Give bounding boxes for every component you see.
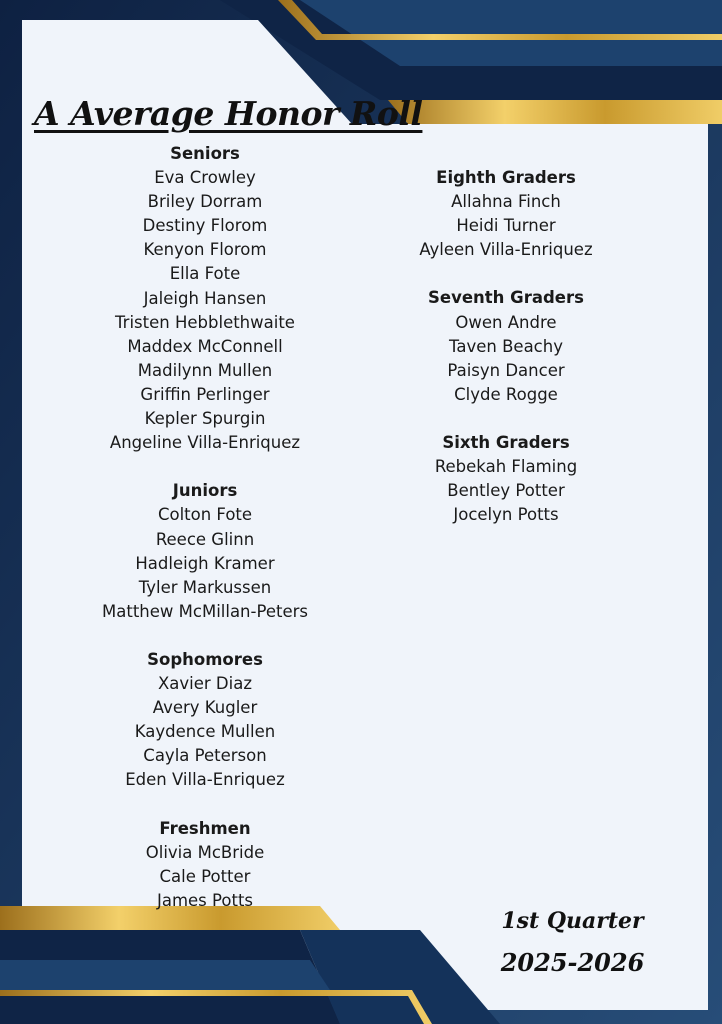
bottom-light-band [0,960,330,990]
student-name: Heidi Turner [456,216,556,236]
student-name: Eden Villa-Enriquez [125,770,285,790]
student-name: Eva Crowley [154,168,256,188]
quarter-label: 1st Quarter [501,908,644,934]
student-name: Briley Dorram [147,192,263,212]
grade-heading: Freshmen [159,818,251,838]
student-name: Ayleen Villa-Enriquez [419,240,593,260]
student-name: Colton Fote [157,505,253,525]
student-name: Ella Fote [169,264,241,284]
right-column [380,166,632,552]
student-name: Maddex McConnell [127,336,283,356]
student-name: Kaydence Mullen [134,722,276,742]
grade-group [380,431,632,527]
student-name: Kenyon Florom [143,240,267,260]
grade-heading: Juniors [172,481,238,501]
student-name: Cayla Peterson [143,746,267,766]
student-name: Olivia McBride [145,842,265,862]
student-name: Taven Beachy [449,336,563,356]
student-name: Madilynn Mullen [137,360,273,380]
student-name: Clyde Rogge [454,384,558,404]
grade-heading: Sophomores [147,649,263,669]
left-column [80,142,330,937]
grade-group [80,817,330,913]
student-name: James Potts [156,890,254,910]
grade-group [80,142,330,455]
grade-heading: Seniors [170,144,240,163]
student-name: Jocelyn Potts [453,505,559,525]
grade-group [80,479,330,624]
grade-group [380,286,632,406]
student-name: Destiny Florom [142,216,268,236]
student-name: Angeline Villa-Enriquez [109,433,301,453]
student-name: Bentley Potter [447,481,565,501]
student-name: Griffin Perlinger [140,384,270,404]
school-year-label: 2025-2026 [500,948,645,977]
grade-heading: Sixth Graders [442,433,570,453]
student-name: Xavier Diaz [157,674,252,694]
grade-heading: Eighth Graders [436,168,576,187]
student-name: Hadleigh Kramer [135,553,275,573]
student-name: Tristen Hebblethwaite [115,312,295,332]
grade-group [380,166,632,262]
student-name: Reece Glinn [155,529,255,549]
grade-heading: Seventh Graders [428,288,584,308]
grade-group [80,648,330,793]
student-name: Cale Potter [159,866,251,886]
student-name: Matthew McMillan-Peters [102,601,308,621]
top-gold-bar [388,100,722,124]
student-name: Allahna Finch [451,192,561,212]
student-name: Jaleigh Hansen [143,288,267,308]
student-name: Rebekah Flaming [434,457,578,477]
student-name: Owen Andre [455,312,557,332]
page-title: A Average Honor Roll [34,94,423,133]
student-name: Tyler Markussen [138,577,272,597]
student-name: Avery Kugler [152,698,258,718]
student-name: Kepler Spurgin [144,409,266,429]
student-name: Paisyn Dancer [447,360,565,380]
